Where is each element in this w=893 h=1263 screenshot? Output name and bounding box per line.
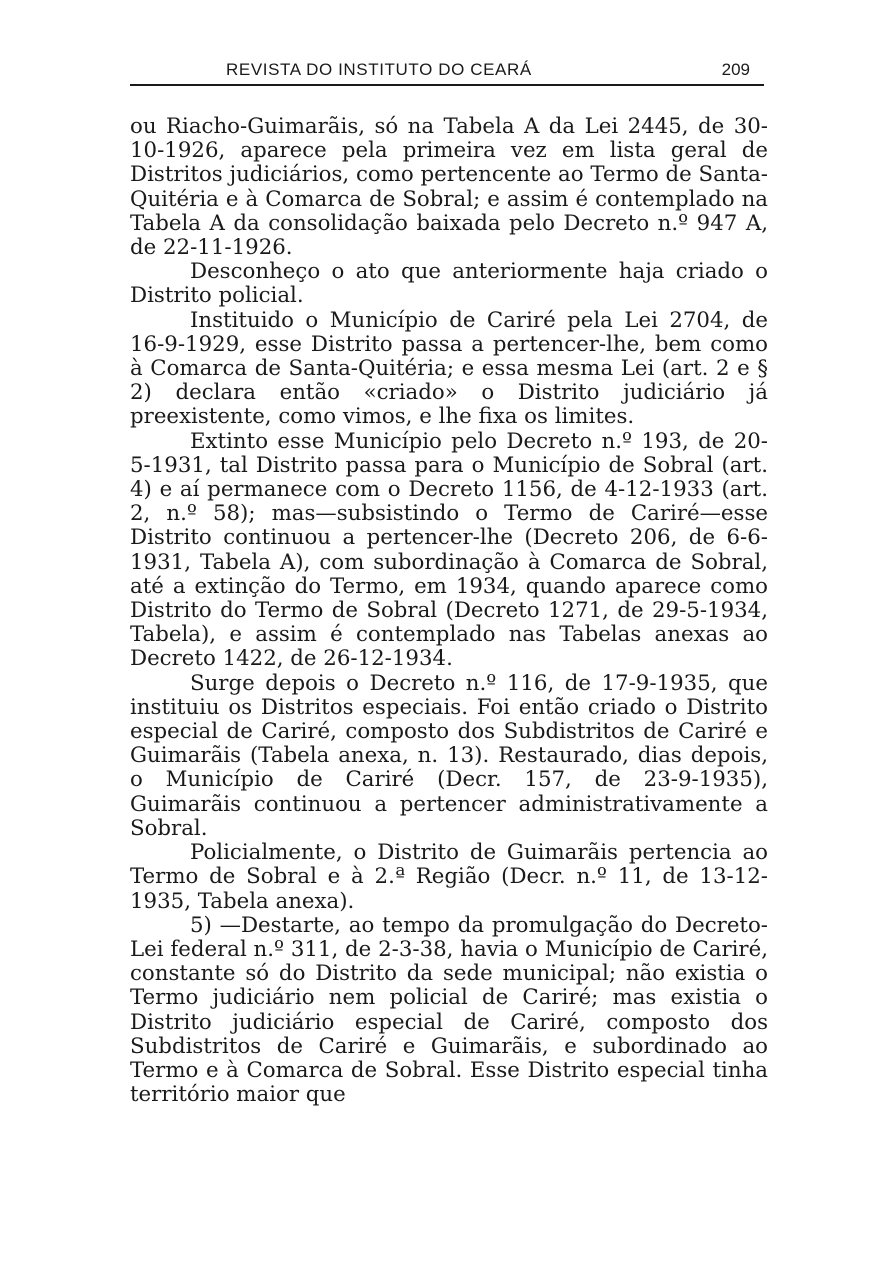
page-number: 209: [721, 60, 750, 79]
page-header: [130, 60, 764, 86]
running-head: REVISTA DO INSTITUTO DO CEARÁ: [226, 60, 532, 79]
paragraph-5: Surge depois o Decreto n.º 116, de 17-9-1935, que instituiu os Distritos especiais. Foi então criado o Distrito especial de Cariré, composto dos Subdistritos de Cariré e Guimarãis (Tabela anexa, n. 13). Restaurado, dias depois, o Município de Cariré (Decr. 157, de 23-9-1935), Guimarãis continuou a pertencer administrativamente a Sobral.: [130, 670, 768, 841]
paragraph-1: ou Riacho-Guimarãis, só na Tabela A da Lei 2445, de 30-10-1926, aparece pela primeira vez em lista geral de Distritos judiciários, como pertencente ao Termo de Santa-Quitéria e à Comarca de Sobral; e assim é contemplado na Tabela A da consolidação baixada pelo Decreto n.º 947 A, de 22-11-1926.: [130, 114, 768, 261]
paragraph-3: Instituido o Município de Cariré pela Lei 2704, de 16-9-1929, esse Distrito passa a pertencer-lhe, bem como à Comarca de Santa-Quitéria; e essa mesma Lei (art. 2 e § 2) declara então «criado» o Distrito judiciário já preexistente, como vimos, e lhe fixa os limites.: [130, 307, 768, 430]
paragraph-4: Extinto esse Município pelo Decreto n.º 193, de 20-5-1931, tal Distrito passa para o Município de Sobral (art. 4) e aí permanece com o Decreto 1156, de 4-12-1933 (art. 2, n.º 58); mas—subsistindo o Termo de Cariré—esse Distrito continuou a pertencer-lhe (Decreto 206, de 6-6-1931, Tabela A), com subordinação à Comarca de Sobral, até a extinção do Termo, em 1934, quando aparece como Distrito do Termo de Sobral (Decreto 1271, de 29-5-1934, Tabela), e assim é contemplado nas Tabelas anexas ao Decreto 1422, de 26-12-1934.: [130, 428, 768, 672]
body-text: [130, 115, 768, 1107]
paragraph-6: Policialmente, o Distrito de Guimarãis pertencia ao Termo de Sobral e à 2.ª Região (Decr. n.º 11, de 13-12-1935, Tabela anexa).: [130, 840, 768, 914]
paragraph-2: Desconheço o ato que anteriormente haja criado o Distrito policial.: [130, 259, 768, 309]
paragraph-7: 5) —Destarte, ao tempo da promulgação do Decreto-Lei federal n.º 311, de 2-3-38, havia o Município de Cariré, constante só do Distrito da sede municipal; não existia o Termo judiciário nem policial de Cariré; mas existia o Distrito judiciário especial de Cariré, composto dos Subdistritos de Cariré e Guimarãis, e subordinado ao Termo e à Comarca de Sobral. Esse Distrito especial tinha território maior que: [130, 912, 768, 1108]
